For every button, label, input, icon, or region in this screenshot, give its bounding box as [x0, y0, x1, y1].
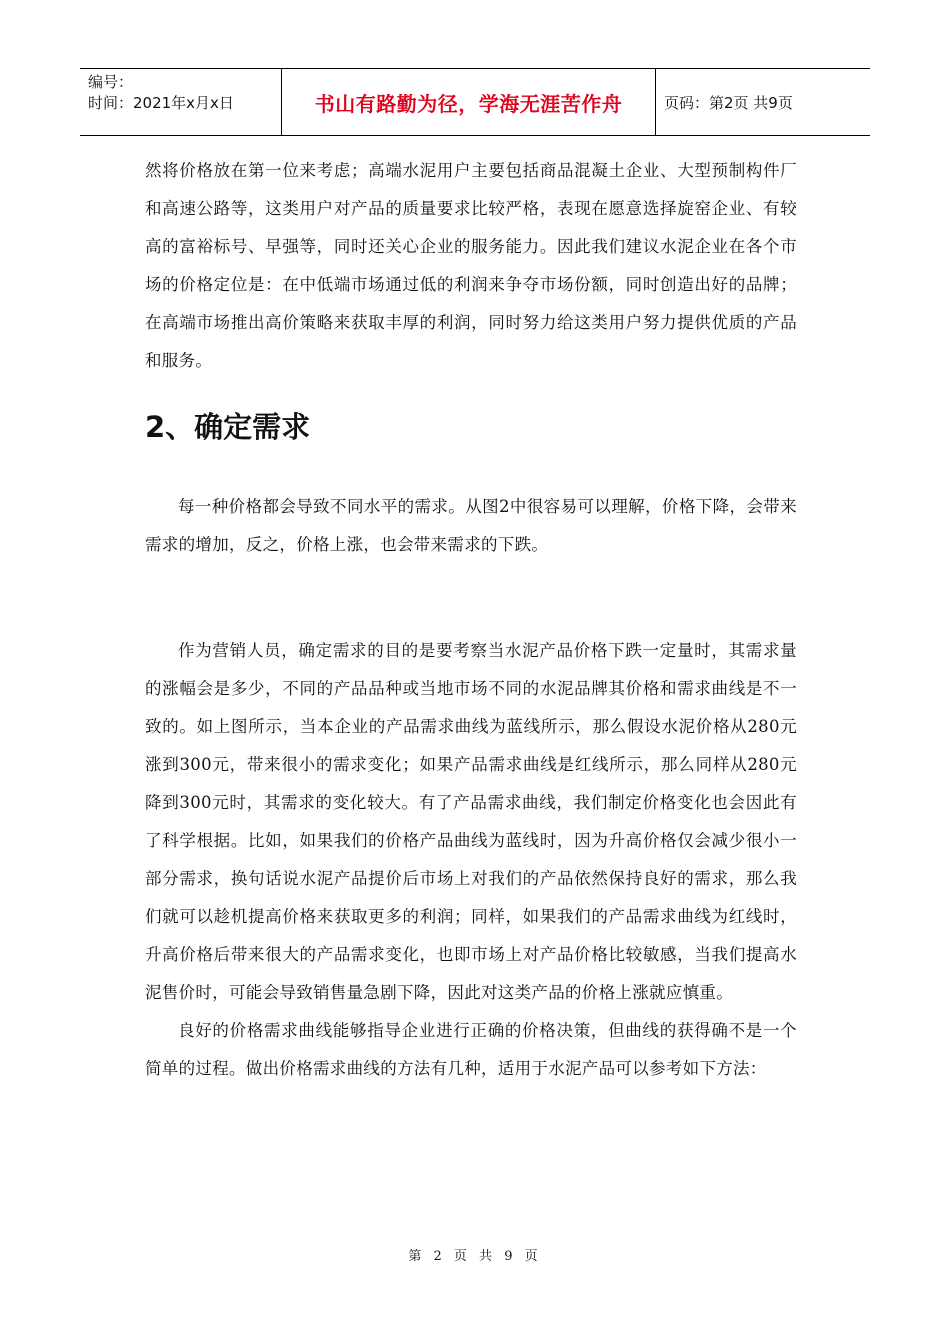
page-header	[80, 68, 870, 136]
intro-block	[145, 152, 797, 380]
code-label: 编号：	[88, 73, 134, 91]
paragraph: 然将价格放在第一位来考虑；高端水泥用户主要包括商品混凝土企业、大型预制构件厂和高速公路等，这类用户对产品的质量要求比较严格，表现在愿意选择旋窑企业、有较高的富裕标号、早强等，同时还关心企业的服务能力。因此我们建议水泥企业在各个市场的价格定位是：在中低端市场通过低的利润来争夺市场份额，同时创造出好的品牌；在高端市场推出高价策略来获取丰厚的利润，同时努力给这类用户努力提供优质的产品和服务。	[145, 161, 797, 370]
paragraph: 作为营销人员，确定需求的目的是要考察当水泥产品价格下跌一定量时，其需求量的涨幅会是多少，不同的产品品种或当地市场不同的水泥品牌其价格和需求曲线是不一致的。如上图所示，当本企业的产品需求曲线为蓝线所示，那么假设水泥价格从280元涨到300元，带来很小的需求变化；如果产品需求曲线是红线所示，那么同样从280元降到300元时，其需求的变化较大。有了产品需求曲线，我们制定价格变化也会因此有了科学根据。比如，如果我们的价格产品曲线为蓝线时，因为升高价格仅会减少很小一部分需求，换句话说水泥产品提价后市场上对我们的产品依然保持良好的需求，那么我们就可以趁机提高价格来获取更多的利润；同样，如果我们的产品需求曲线为红线时，升高价格后带来很大的产品需求变化，也即市场上对产品价格比较敏感，当我们提高水泥售价时，可能会导致销售量急剧下降，因此对这类产品的价格上涨就应慎重。	[145, 641, 797, 1002]
time-label: 时间：2021年x月x日	[88, 94, 234, 112]
demand-intro-block	[145, 488, 797, 564]
header-motto: 书山有路勤为径，学海无涯苦作舟	[282, 69, 656, 135]
paragraph: 每一种价格都会导致不同水平的需求。从图2中很容易可以理解，价格下降，会带来需求的增加，反之，价格上涨，也会带来需求的下跌。	[145, 497, 797, 554]
demand-detail-block	[145, 632, 797, 1088]
header-page-label: 页码：第2页 共9页	[664, 93, 793, 112]
section-title: 2、确定需求	[145, 410, 311, 444]
page-footer: 第 2 页 共 9 页	[408, 1249, 542, 1264]
header-meta	[80, 69, 282, 135]
paragraph: 良好的价格需求曲线能够指导企业进行正确的价格决策，但曲线的获得确不是一个简单的过程。做出价格需求曲线的方法有几种，适用于水泥产品可以参考如下方法：	[145, 1021, 797, 1078]
